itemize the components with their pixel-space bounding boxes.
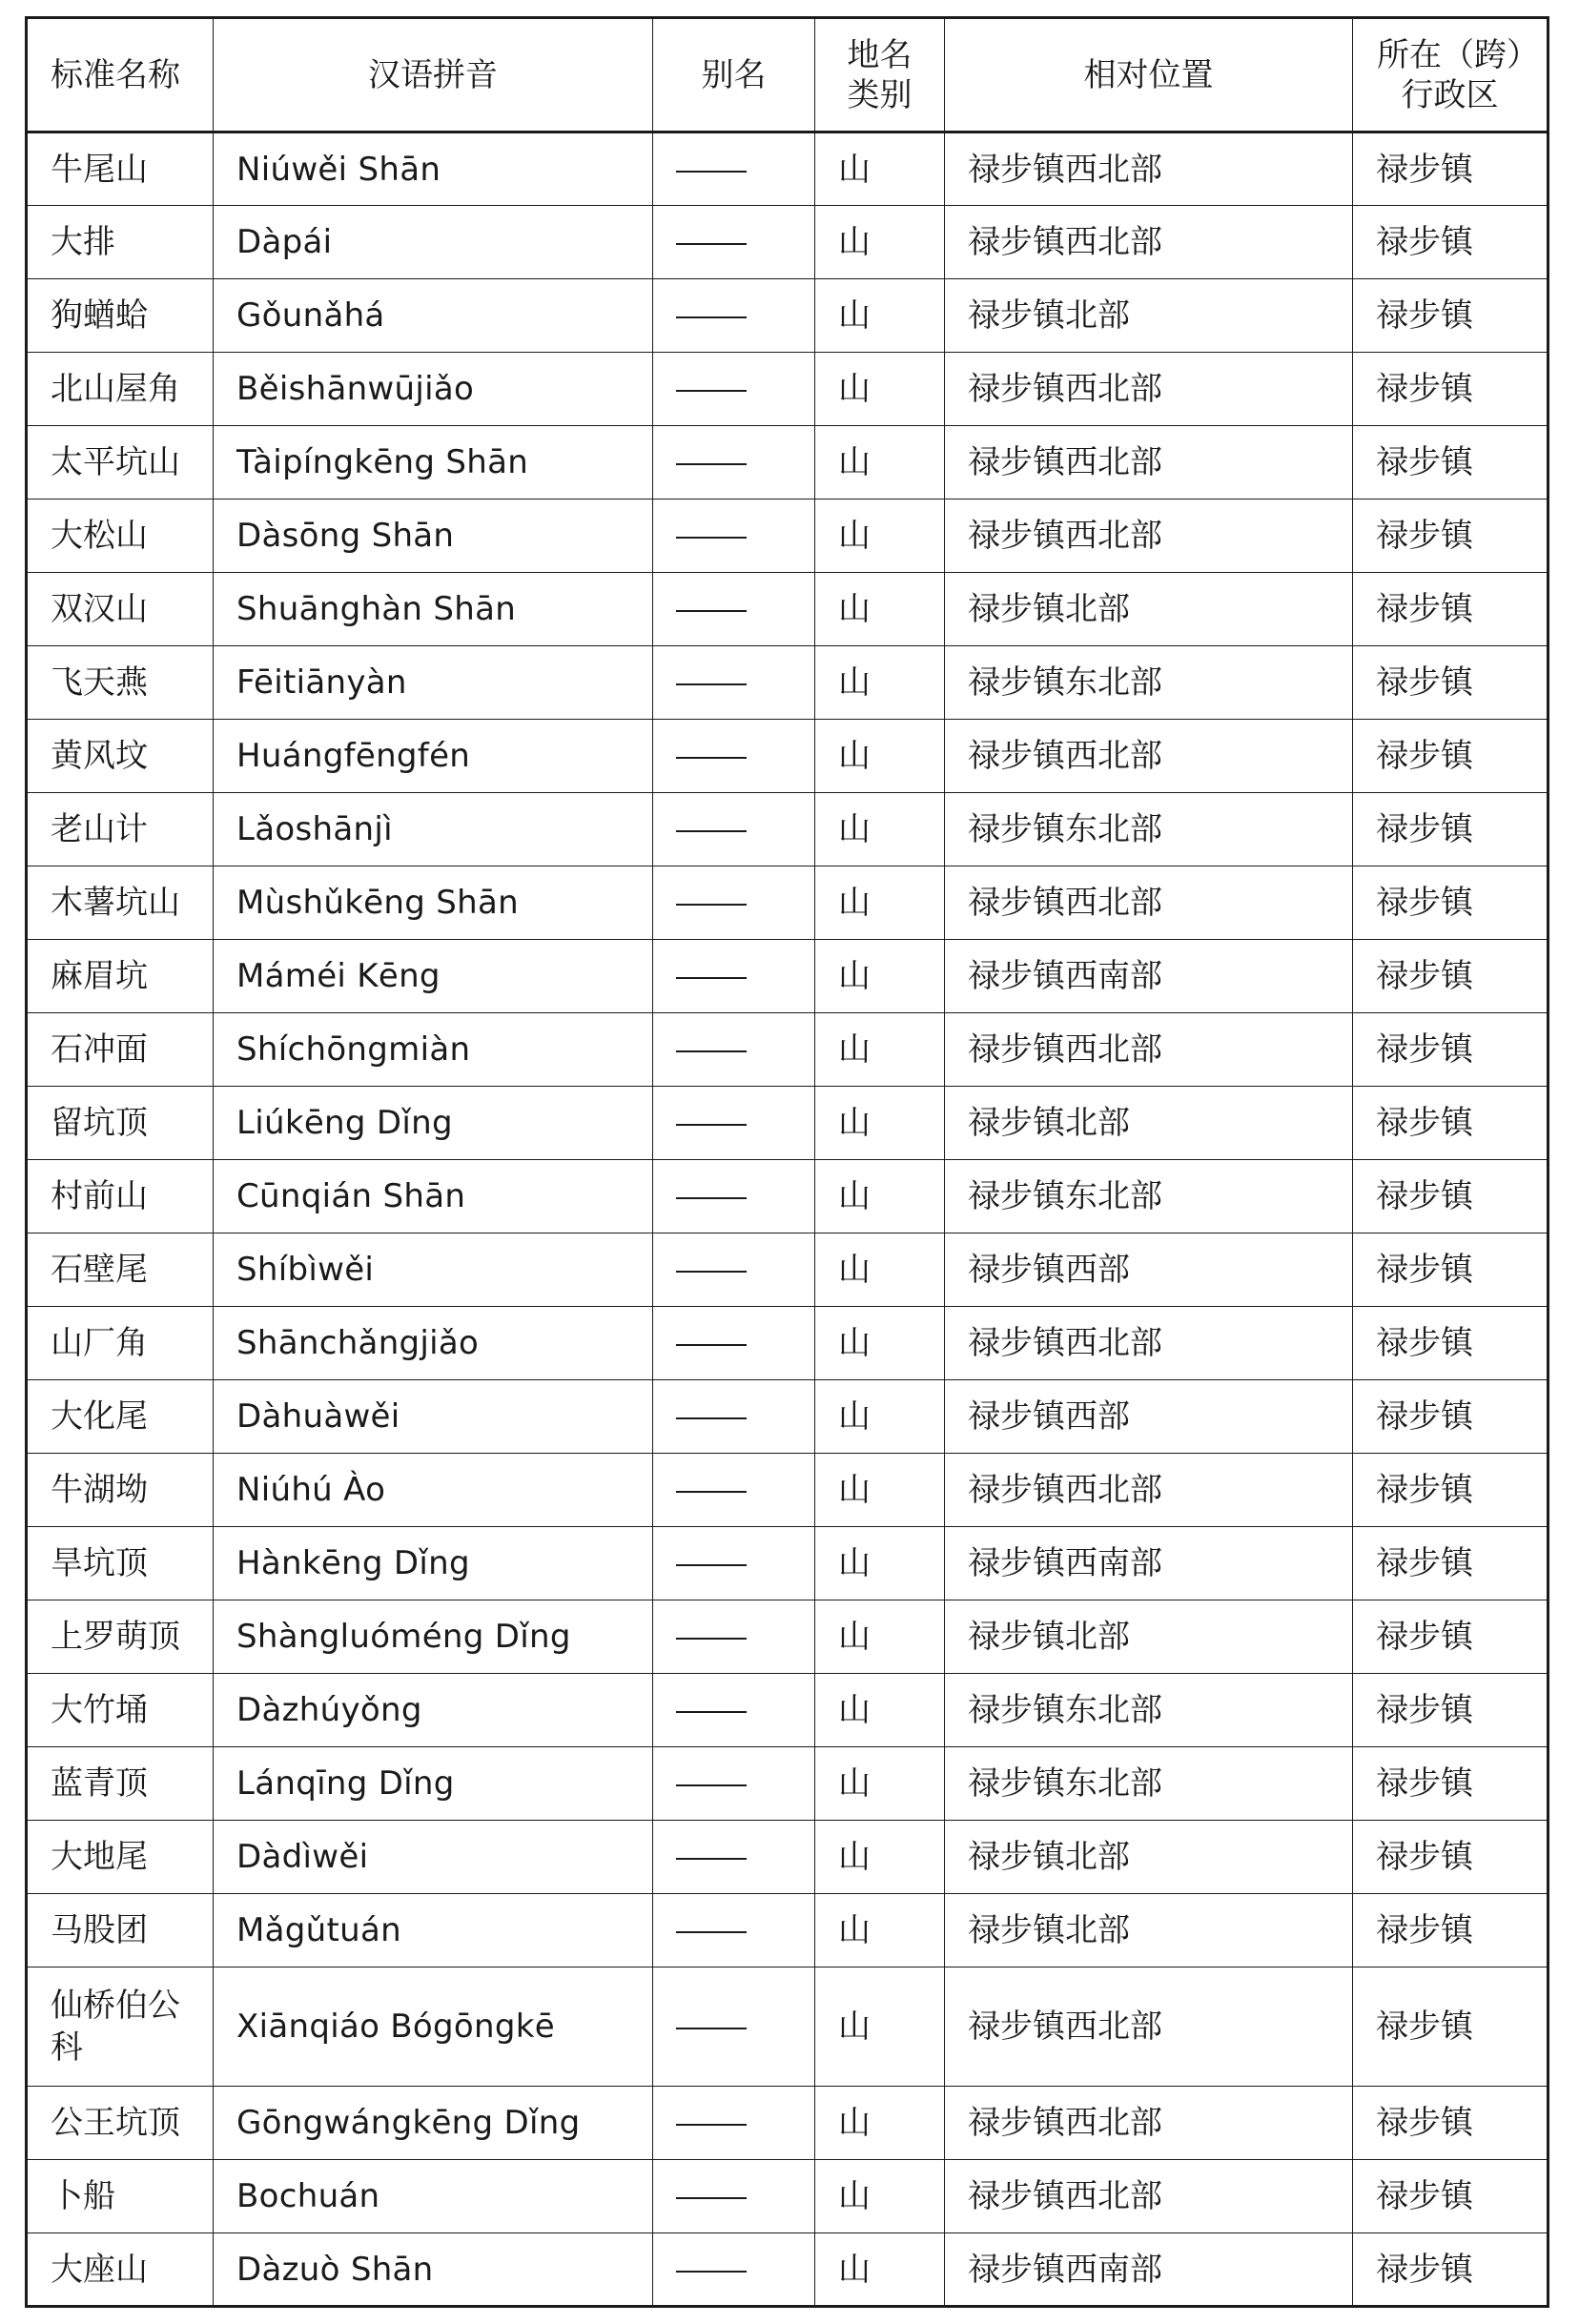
cell-category: 山	[815, 1967, 945, 2087]
cell-relative-position: 禄步镇东北部	[945, 1160, 1353, 1233]
table-row	[27, 2160, 1548, 2233]
table-row	[27, 1380, 1548, 1454]
header-category: 地名类别	[815, 18, 945, 133]
empty-alias-dash	[676, 757, 747, 759]
cell-relative-position: 禄步镇北部	[945, 1821, 1353, 1894]
cell-standard-name: 留坑顶	[27, 1087, 214, 1160]
cell-standard-name: 上罗萌顶	[27, 1600, 214, 1674]
table-row	[27, 573, 1548, 646]
cell-category: 山	[815, 133, 945, 206]
cell-category: 山	[815, 1674, 945, 1747]
table-row	[27, 1967, 1548, 2087]
empty-alias-dash	[676, 1417, 747, 1419]
cell-alias	[653, 1013, 815, 1087]
cell-alias	[653, 940, 815, 1013]
empty-alias-dash	[676, 683, 747, 685]
cell-admin-region: 禄步镇	[1353, 1013, 1548, 1087]
cell-standard-name: 木薯坑山	[27, 866, 214, 940]
table-row	[27, 1233, 1548, 1307]
empty-alias-dash	[676, 2124, 747, 2126]
cell-pinyin: Mǎgǔtuán	[214, 1894, 653, 1967]
cell-standard-name: 老山计	[27, 793, 214, 866]
header-admin-region: 所在（跨）行政区	[1353, 18, 1548, 133]
cell-pinyin: Liúkēng Dǐng	[214, 1087, 653, 1160]
empty-alias-dash	[676, 2197, 747, 2199]
cell-standard-name: 仙桥伯公科	[27, 1967, 214, 2087]
cell-standard-name: 大地尾	[27, 1821, 214, 1894]
cell-relative-position: 禄步镇西北部	[945, 426, 1353, 499]
cell-standard-name: 公王坑顶	[27, 2087, 214, 2160]
cell-relative-position: 禄步镇西北部	[945, 133, 1353, 206]
table-row	[27, 1527, 1548, 1600]
cell-category: 山	[815, 2160, 945, 2233]
cell-pinyin: Dàsōng Shān	[214, 499, 653, 573]
cell-alias	[653, 720, 815, 793]
empty-alias-dash	[676, 390, 747, 392]
cell-pinyin: Lánqīng Dǐng	[214, 1747, 653, 1821]
cell-category: 山	[815, 573, 945, 646]
cell-pinyin: Cūnqián Shān	[214, 1160, 653, 1233]
cell-category: 山	[815, 866, 945, 940]
cell-standard-name: 牛湖坳	[27, 1454, 214, 1527]
table-row	[27, 499, 1548, 573]
cell-category: 山	[815, 1013, 945, 1087]
cell-pinyin: Shàngluóméng Dǐng	[214, 1600, 653, 1674]
cell-pinyin: Shuānghàn Shān	[214, 573, 653, 646]
empty-alias-dash	[676, 463, 747, 465]
cell-category: 山	[815, 2087, 945, 2160]
cell-pinyin: Gōngwángkēng Dǐng	[214, 2087, 653, 2160]
place-name-table	[25, 16, 1549, 2308]
cell-pinyin: Niúhú Ào	[214, 1454, 653, 1527]
cell-admin-region: 禄步镇	[1353, 1160, 1548, 1233]
cell-alias	[653, 1600, 815, 1674]
cell-category: 山	[815, 1894, 945, 1967]
empty-alias-dash	[676, 243, 747, 245]
cell-category: 山	[815, 1821, 945, 1894]
cell-admin-region: 禄步镇	[1353, 426, 1548, 499]
cell-category: 山	[815, 646, 945, 720]
cell-pinyin: Hànkēng Dǐng	[214, 1527, 653, 1600]
cell-alias	[653, 133, 815, 206]
cell-admin-region: 禄步镇	[1353, 1674, 1548, 1747]
cell-relative-position: 禄步镇西南部	[945, 940, 1353, 1013]
cell-alias	[653, 1821, 815, 1894]
table-row	[27, 1674, 1548, 1747]
header-pinyin: 汉语拼音	[214, 18, 653, 133]
cell-pinyin: Gǒunǎhá	[214, 279, 653, 353]
cell-standard-name: 狗蝤蛤	[27, 279, 214, 353]
cell-standard-name: 大松山	[27, 499, 214, 573]
cell-standard-name: 北山屋角	[27, 353, 214, 426]
cell-alias	[653, 573, 815, 646]
cell-pinyin: Dàzhúyǒng	[214, 1674, 653, 1747]
cell-relative-position: 禄步镇北部	[945, 279, 1353, 353]
cell-admin-region: 禄步镇	[1353, 1821, 1548, 1894]
cell-standard-name: 黄风坟	[27, 720, 214, 793]
cell-category: 山	[815, 426, 945, 499]
cell-relative-position: 禄步镇西部	[945, 1380, 1353, 1454]
cell-alias	[653, 1674, 815, 1747]
cell-standard-name: 村前山	[27, 1160, 214, 1233]
cell-relative-position: 禄步镇西北部	[945, 2087, 1353, 2160]
cell-alias	[653, 1527, 815, 1600]
table-body	[27, 133, 1548, 2307]
cell-relative-position: 禄步镇西北部	[945, 1454, 1353, 1527]
cell-admin-region: 禄步镇	[1353, 2160, 1548, 2233]
cell-standard-name: 山厂角	[27, 1307, 214, 1380]
cell-alias	[653, 279, 815, 353]
table-row	[27, 353, 1548, 426]
cell-pinyin: Shíchōngmiàn	[214, 1013, 653, 1087]
cell-relative-position: 禄步镇西北部	[945, 1307, 1353, 1380]
cell-relative-position: 禄步镇西北部	[945, 353, 1353, 426]
cell-admin-region: 禄步镇	[1353, 2087, 1548, 2160]
cell-admin-region: 禄步镇	[1353, 1233, 1548, 1307]
cell-admin-region: 禄步镇	[1353, 206, 1548, 279]
empty-alias-dash	[676, 1711, 747, 1713]
table-row	[27, 1160, 1548, 1233]
cell-relative-position: 禄步镇北部	[945, 573, 1353, 646]
cell-standard-name: 双汉山	[27, 573, 214, 646]
cell-standard-name: 大化尾	[27, 1380, 214, 1454]
cell-admin-region: 禄步镇	[1353, 1087, 1548, 1160]
cell-alias	[653, 646, 815, 720]
cell-standard-name: 牛尾山	[27, 133, 214, 206]
cell-admin-region: 禄步镇	[1353, 1600, 1548, 1674]
cell-alias	[653, 1454, 815, 1527]
cell-admin-region: 禄步镇	[1353, 720, 1548, 793]
table-row	[27, 1087, 1548, 1160]
cell-standard-name: 卜船	[27, 2160, 214, 2233]
empty-alias-dash	[676, 1491, 747, 1493]
cell-standard-name: 石壁尾	[27, 1233, 214, 1307]
table-row	[27, 426, 1548, 499]
cell-standard-name: 麻眉坑	[27, 940, 214, 1013]
table-row	[27, 720, 1548, 793]
cell-category: 山	[815, 1380, 945, 1454]
cell-admin-region: 禄步镇	[1353, 1307, 1548, 1380]
cell-alias	[653, 1894, 815, 1967]
cell-category: 山	[815, 1454, 945, 1527]
cell-pinyin: Máméi Kēng	[214, 940, 653, 1013]
cell-category: 山	[815, 1600, 945, 1674]
cell-pinyin: Shānchǎngjiǎo	[214, 1307, 653, 1380]
cell-relative-position: 禄步镇西北部	[945, 720, 1353, 793]
cell-relative-position: 禄步镇北部	[945, 1600, 1353, 1674]
cell-admin-region: 禄步镇	[1353, 1967, 1548, 2087]
empty-alias-dash	[676, 1124, 747, 1126]
cell-admin-region: 禄步镇	[1353, 133, 1548, 206]
cell-category: 山	[815, 279, 945, 353]
cell-pinyin: Dàpái	[214, 206, 653, 279]
cell-standard-name: 蓝青顶	[27, 1747, 214, 1821]
cell-relative-position: 禄步镇西北部	[945, 2160, 1353, 2233]
cell-standard-name: 太平坑山	[27, 426, 214, 499]
cell-admin-region: 禄步镇	[1353, 1380, 1548, 1454]
empty-alias-dash	[676, 1931, 747, 1933]
cell-pinyin: Shíbìwěi	[214, 1233, 653, 1307]
cell-admin-region: 禄步镇	[1353, 573, 1548, 646]
cell-pinyin: Dàzuò Shān	[214, 2233, 653, 2307]
header-standard-name: 标准名称	[27, 18, 214, 133]
empty-alias-dash	[676, 316, 747, 318]
cell-alias	[653, 499, 815, 573]
table-row	[27, 1454, 1548, 1527]
cell-pinyin: Dàdìwěi	[214, 1821, 653, 1894]
cell-alias	[653, 1380, 815, 1454]
table-row	[27, 793, 1548, 866]
cell-admin-region: 禄步镇	[1353, 1454, 1548, 1527]
cell-category: 山	[815, 1233, 945, 1307]
cell-alias	[653, 793, 815, 866]
cell-alias	[653, 2233, 815, 2307]
empty-alias-dash	[676, 1564, 747, 1566]
cell-relative-position: 禄步镇北部	[945, 1087, 1353, 1160]
table-row	[27, 279, 1548, 353]
cell-category: 山	[815, 720, 945, 793]
table-row	[27, 646, 1548, 720]
cell-alias	[653, 1087, 815, 1160]
empty-alias-dash	[676, 1784, 747, 1786]
cell-category: 山	[815, 2233, 945, 2307]
cell-relative-position: 禄步镇东北部	[945, 1674, 1353, 1747]
cell-alias	[653, 1160, 815, 1233]
cell-pinyin: Mùshǔkēng Shān	[214, 866, 653, 940]
empty-alias-dash	[676, 977, 747, 979]
table-row	[27, 2087, 1548, 2160]
table-header-row	[27, 18, 1548, 133]
cell-category: 山	[815, 940, 945, 1013]
cell-pinyin: Dàhuàwěi	[214, 1380, 653, 1454]
cell-admin-region: 禄步镇	[1353, 793, 1548, 866]
cell-standard-name: 大竹埇	[27, 1674, 214, 1747]
cell-alias	[653, 1747, 815, 1821]
cell-category: 山	[815, 1087, 945, 1160]
cell-category: 山	[815, 793, 945, 866]
place-name-table-page	[25, 16, 1547, 2308]
cell-relative-position: 禄步镇西南部	[945, 1527, 1353, 1600]
empty-alias-dash	[676, 1858, 747, 1860]
cell-pinyin: Lǎoshānjì	[214, 793, 653, 866]
empty-alias-dash	[676, 537, 747, 539]
cell-admin-region: 禄步镇	[1353, 353, 1548, 426]
empty-alias-dash	[676, 2271, 747, 2273]
cell-standard-name: 大排	[27, 206, 214, 279]
cell-pinyin: Huángfēngfén	[214, 720, 653, 793]
cell-pinyin: Xiānqiáo Bógōngkē	[214, 1967, 653, 2087]
cell-pinyin: Tàipíngkēng Shān	[214, 426, 653, 499]
table-row	[27, 133, 1548, 206]
cell-category: 山	[815, 1307, 945, 1380]
cell-relative-position: 禄步镇西北部	[945, 499, 1353, 573]
cell-relative-position: 禄步镇西北部	[945, 1967, 1353, 2087]
table-row	[27, 866, 1548, 940]
table-row	[27, 1821, 1548, 1894]
empty-alias-dash	[676, 1197, 747, 1199]
cell-relative-position: 禄步镇北部	[945, 1894, 1353, 1967]
empty-alias-dash	[676, 610, 747, 612]
cell-pinyin: Bochuán	[214, 2160, 653, 2233]
cell-alias	[653, 426, 815, 499]
cell-standard-name: 马股团	[27, 1894, 214, 1967]
table-row	[27, 1307, 1548, 1380]
cell-category: 山	[815, 206, 945, 279]
cell-relative-position: 禄步镇西部	[945, 1233, 1353, 1307]
table-row	[27, 1747, 1548, 1821]
cell-relative-position: 禄步镇西北部	[945, 206, 1353, 279]
cell-alias	[653, 2087, 815, 2160]
cell-alias	[653, 206, 815, 279]
cell-alias	[653, 866, 815, 940]
cell-pinyin: Niúwěi Shān	[214, 133, 653, 206]
empty-alias-dash	[676, 830, 747, 832]
cell-admin-region: 禄步镇	[1353, 1894, 1548, 1967]
cell-category: 山	[815, 1527, 945, 1600]
cell-alias	[653, 353, 815, 426]
cell-admin-region: 禄步镇	[1353, 646, 1548, 720]
cell-admin-region: 禄步镇	[1353, 279, 1548, 353]
cell-pinyin: Běishānwūjiǎo	[214, 353, 653, 426]
table-row	[27, 940, 1548, 1013]
cell-alias	[653, 1233, 815, 1307]
empty-alias-dash	[676, 1638, 747, 1640]
cell-relative-position: 禄步镇东北部	[945, 646, 1353, 720]
cell-admin-region: 禄步镇	[1353, 2233, 1548, 2307]
cell-category: 山	[815, 353, 945, 426]
table-row	[27, 2233, 1548, 2307]
empty-alias-dash	[676, 171, 747, 173]
table-row	[27, 1600, 1548, 1674]
cell-admin-region: 禄步镇	[1353, 499, 1548, 573]
cell-alias	[653, 1967, 815, 2087]
empty-alias-dash	[676, 1344, 747, 1346]
cell-category: 山	[815, 1747, 945, 1821]
cell-standard-name: 石冲面	[27, 1013, 214, 1087]
cell-alias	[653, 1307, 815, 1380]
cell-category: 山	[815, 1160, 945, 1233]
cell-relative-position: 禄步镇东北部	[945, 793, 1353, 866]
empty-alias-dash	[676, 1050, 747, 1052]
empty-alias-dash	[676, 1271, 747, 1273]
table-row	[27, 206, 1548, 279]
empty-alias-dash	[676, 2028, 747, 2029]
table-row	[27, 1894, 1548, 1967]
header-relative-position: 相对位置	[945, 18, 1353, 133]
cell-category: 山	[815, 499, 945, 573]
empty-alias-dash	[676, 904, 747, 906]
cell-relative-position: 禄步镇西南部	[945, 2233, 1353, 2307]
cell-alias	[653, 2160, 815, 2233]
cell-relative-position: 禄步镇西北部	[945, 1013, 1353, 1087]
header-alias: 别名	[653, 18, 815, 133]
cell-standard-name: 旱坑顶	[27, 1527, 214, 1600]
cell-admin-region: 禄步镇	[1353, 866, 1548, 940]
cell-relative-position: 禄步镇东北部	[945, 1747, 1353, 1821]
cell-standard-name: 大座山	[27, 2233, 214, 2307]
cell-admin-region: 禄步镇	[1353, 940, 1548, 1013]
table-row	[27, 1013, 1548, 1087]
cell-admin-region: 禄步镇	[1353, 1747, 1548, 1821]
cell-relative-position: 禄步镇西北部	[945, 866, 1353, 940]
cell-pinyin: Fēitiānyàn	[214, 646, 653, 720]
cell-standard-name: 飞天燕	[27, 646, 214, 720]
cell-admin-region: 禄步镇	[1353, 1527, 1548, 1600]
